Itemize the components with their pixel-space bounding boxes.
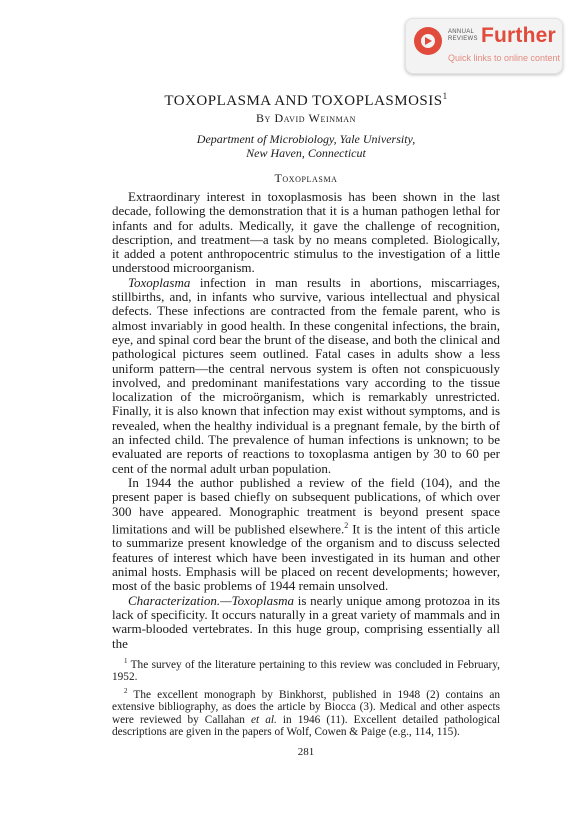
affiliation [112, 132, 500, 160]
paragraph-2-lead: Toxoplasma [128, 274, 191, 290]
paragraph-4-lead: Characterization.—Toxoplasma [128, 592, 295, 608]
footnote-2-text-a: The excellent monograph by Binkhorst, published in 1948 (2) contains an extensive bibliography, as does the article by Biocca (3). Medical and other aspects were reviewed by Callahan [112, 688, 500, 726]
badge-subtitle: Quick links to online content [448, 53, 561, 63]
affiliation-line-2: New Haven, Connecticut [246, 146, 366, 160]
affiliation-line-1: Department of Microbiology, Yale University, [196, 132, 416, 146]
author-line: By David Weinman [255, 111, 357, 125]
footnote-2 [112, 685, 500, 739]
badge-annual-text: ANNUAL [448, 29, 475, 35]
article-title [112, 89, 500, 108]
footnote-1 [112, 655, 500, 684]
footnote-2-mark: 2 [124, 686, 128, 695]
paragraph-3-text-b: It is the intent of this article to summarize present knowledge of the organism and to discuss selected features of interest which have been investigated in its human and other animal hosts. Emphasis will be placed on recent developments; however, most of the basic problems of 1944 remain unsolved. [112, 521, 500, 594]
paragraph-1: Extraordinary interest in toxoplasmosis has been shown in the last decade, following the demonstration that it is a human pathogen lethal for infants and for adults. Medically, it gave the challenge of recognition, description, and treatment—a task by no means completed. Biologically, it added a potent anthropocentric stimulus to the investigation of a little understood microorganism. [112, 189, 500, 276]
annual-reviews-further-badge[interactable] [405, 18, 563, 74]
paragraph-3-text-a: In 1944 the author published a review of the field (104), and the present paper is based chiefly on subsequent publications, of which over 300 have appeared. Monographic treatment is beyond present space limitations and will be published elsewhere. [112, 474, 500, 537]
article-title-text: TOXOPLASMA AND TOXOPLASMOSIS [164, 93, 443, 109]
paragraph-2 [112, 276, 500, 476]
footnote-2-etal: et al. [251, 713, 277, 726]
footnote-2-marker[interactable]: 2 [344, 520, 349, 530]
section-heading: Toxoplasma [274, 171, 338, 185]
article-body [112, 190, 500, 651]
badge-reviews-text: REVIEWS [448, 36, 478, 42]
footnotes [112, 655, 500, 740]
footnote-2-text-b: in 1946 (11). Excellent detailed pathological descriptions are given in the papers of Wolf, Cowen & Paige (e.g., 114, 115). [112, 713, 501, 739]
badge-annual-reviews-text [448, 29, 478, 43]
paragraph-3 [112, 476, 500, 594]
title-footnote-marker[interactable]: 1 [442, 91, 448, 101]
footnote-1-text: The survey of the literature pertaining to this review was concluded in February, 1952. [112, 658, 500, 684]
page-number: 281 [297, 746, 315, 758]
annual-reviews-logo-icon [414, 27, 442, 55]
footnote-1-mark: 1 [124, 657, 128, 665]
paragraph-2-text: infection in man results in abortions, miscarriages, stillbirths, and, in infants who survive, various intellectual and physical defects. These infections are contracted from the female parent, who is almost invariably in good health. In these congenital infections, the brain, eye, and spinal cord bear the brunt of the disease, and both the clinical and pathological pictures seem outlined. Fatal cases in adults show a less uniform pattern—the central nervous system is often not conspicuously involved, and predominant manifestations vary according to the tissue localization of the microörganism, which is remarkably unrestricted. Finally, it is also known that infection may exist without symptoms, and is revealed, when the healthy individual is a pregnant female, by the birth of an infected child. The prevalence of human infections is unknown; to be evaluated are reports of reactions to toxoplasma antigen by 30 to 60 per cent of the normal adult urban population. [112, 274, 500, 476]
paragraph-4 [112, 594, 500, 651]
paragraph-4-text: is nearly unique among protozoa in its lack of specificity. It occurs naturally in a great variety of mammals and in warm-blooded vertebrates. In this huge group, comprising essentially all the [112, 592, 500, 651]
badge-further-title: Further [481, 24, 556, 47]
